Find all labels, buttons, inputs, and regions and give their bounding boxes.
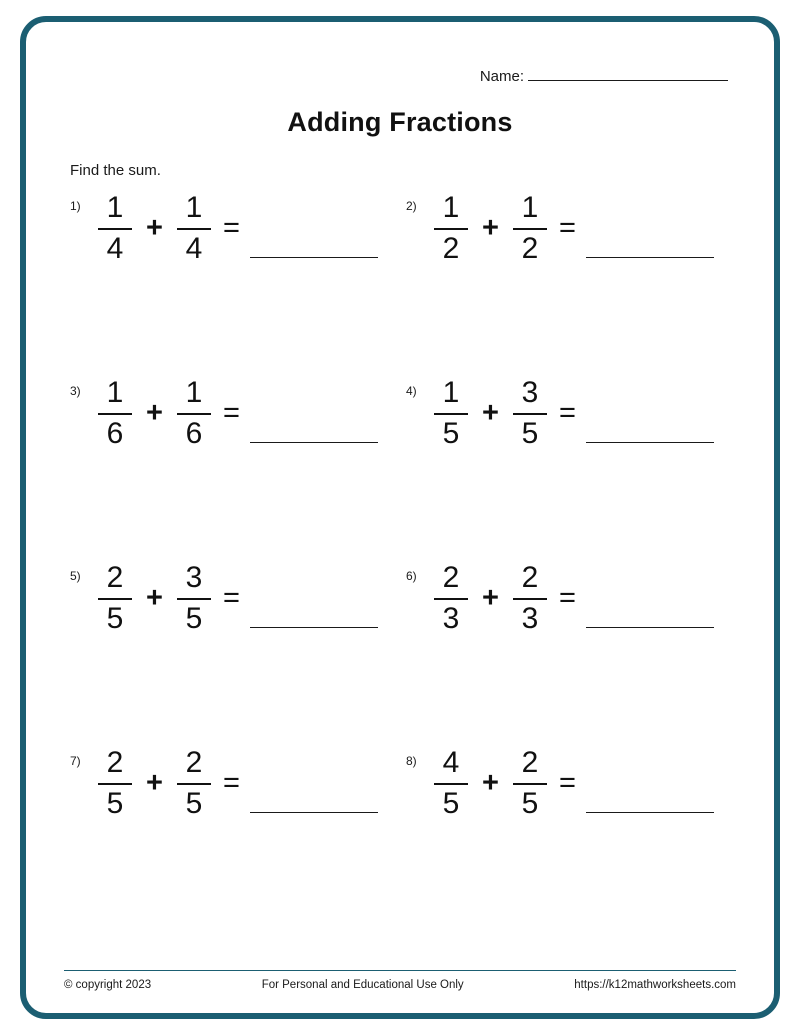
plus-operator: + [146, 767, 163, 799]
fraction-second [513, 376, 547, 451]
problem-expression [92, 191, 378, 266]
problem-expression [92, 561, 378, 636]
fraction-bar [513, 598, 547, 600]
numerator: 1 [442, 191, 460, 224]
fraction-bar [434, 598, 468, 600]
denominator: 3 [521, 601, 539, 635]
numerator: 1 [185, 191, 203, 224]
footer-row [64, 979, 736, 991]
name-input-line[interactable] [528, 66, 728, 81]
problem-expression [428, 746, 714, 821]
equals-sign: = [222, 397, 240, 429]
problem-number: 1) [70, 199, 81, 213]
equals-sign: = [222, 767, 240, 799]
denominator: 5 [185, 601, 203, 635]
plus-operator: + [146, 212, 163, 244]
fraction-bar [513, 783, 547, 785]
problem-expression [428, 561, 714, 636]
problem-item [400, 559, 736, 744]
problem-item [400, 374, 736, 559]
numerator: 3 [521, 376, 539, 409]
problem-number: 7) [70, 754, 81, 768]
answer-blank[interactable] [586, 754, 714, 813]
fraction-bar [513, 413, 547, 415]
fraction-first [434, 561, 468, 636]
denominator: 5 [521, 786, 539, 820]
fraction-second [513, 746, 547, 821]
numerator: 2 [106, 746, 124, 779]
fraction-bar [434, 783, 468, 785]
denominator: 2 [442, 231, 460, 265]
fraction-bar [513, 228, 547, 230]
fraction-first [434, 376, 468, 451]
answer-blank[interactable] [586, 384, 714, 443]
problem-item [64, 559, 400, 744]
plus-operator: + [482, 212, 499, 244]
numerator: 3 [185, 561, 203, 594]
equals-sign: = [558, 767, 576, 799]
denominator: 5 [106, 601, 124, 635]
denominator: 6 [185, 416, 203, 450]
numerator: 1 [106, 376, 124, 409]
instructions: Find the sum. [70, 162, 161, 179]
numerator: 2 [521, 746, 539, 779]
fraction-first [98, 376, 132, 451]
numerator: 2 [106, 561, 124, 594]
footer-url: https://k12mathworksheets.com [574, 979, 736, 991]
problem-grid [64, 189, 736, 929]
fraction-bar [177, 228, 211, 230]
problem-item [64, 744, 400, 929]
problem-expression [428, 191, 714, 266]
fraction-bar [98, 783, 132, 785]
numerator: 1 [442, 376, 460, 409]
answer-blank[interactable] [250, 384, 378, 443]
answer-blank[interactable] [586, 199, 714, 258]
denominator: 3 [442, 601, 460, 635]
fraction-first [98, 561, 132, 636]
problem-item [64, 189, 400, 374]
numerator: 1 [106, 191, 124, 224]
denominator: 6 [106, 416, 124, 450]
denominator: 2 [521, 231, 539, 265]
numerator: 2 [442, 561, 460, 594]
denominator: 5 [185, 786, 203, 820]
numerator: 4 [442, 746, 460, 779]
plus-operator: + [146, 582, 163, 614]
numerator: 2 [185, 746, 203, 779]
fraction-second [513, 191, 547, 266]
answer-blank[interactable] [250, 569, 378, 628]
denominator: 5 [521, 416, 539, 450]
fraction-bar [98, 598, 132, 600]
denominator: 4 [106, 231, 124, 265]
numerator: 2 [521, 561, 539, 594]
fraction-second [177, 376, 211, 451]
fraction-bar [98, 228, 132, 230]
fraction-bar [177, 783, 211, 785]
numerator: 1 [185, 376, 203, 409]
equals-sign: = [222, 212, 240, 244]
fraction-first [98, 191, 132, 266]
denominator: 5 [442, 786, 460, 820]
page-title: Adding Fractions [287, 107, 513, 137]
answer-blank[interactable] [250, 754, 378, 813]
denominator: 5 [442, 416, 460, 450]
worksheet-sheet [20, 16, 780, 1019]
fraction-bar [177, 598, 211, 600]
equals-sign: = [558, 582, 576, 614]
problem-expression [92, 376, 378, 451]
fraction-bar [434, 228, 468, 230]
plus-operator: + [482, 397, 499, 429]
equals-sign: = [558, 212, 576, 244]
problem-number: 3) [70, 384, 81, 398]
problem-number: 4) [406, 384, 417, 398]
problem-expression [428, 376, 714, 451]
denominator: 5 [106, 786, 124, 820]
problem-item [400, 744, 736, 929]
fraction-bar [177, 413, 211, 415]
footer-copyright: © copyright 2023 [64, 979, 152, 991]
footer-usage-note: For Personal and Educational Use Only [261, 979, 464, 991]
plus-operator: + [482, 582, 499, 614]
problem-expression [92, 746, 378, 821]
fraction-first [434, 191, 468, 266]
fraction-second [177, 746, 211, 821]
problem-number: 6) [406, 569, 417, 583]
fraction-second [513, 561, 547, 636]
answer-blank[interactable] [586, 569, 714, 628]
plus-operator: + [482, 767, 499, 799]
equals-sign: = [222, 582, 240, 614]
fraction-first [434, 746, 468, 821]
numerator: 1 [521, 191, 539, 224]
answer-blank[interactable] [250, 199, 378, 258]
name-row [64, 66, 728, 85]
problem-item [64, 374, 400, 559]
fraction-bar [434, 413, 468, 415]
problem-item [400, 189, 736, 374]
footer-divider [64, 970, 736, 971]
denominator: 4 [185, 231, 203, 265]
fraction-second [177, 191, 211, 266]
problem-number: 8) [406, 754, 417, 768]
fraction-first [98, 746, 132, 821]
equals-sign: = [558, 397, 576, 429]
problem-number: 5) [70, 569, 81, 583]
problem-number: 2) [406, 199, 417, 213]
fraction-second [177, 561, 211, 636]
fraction-bar [98, 413, 132, 415]
name-label: Name: [479, 68, 524, 85]
plus-operator: + [146, 397, 163, 429]
footer [64, 970, 736, 991]
